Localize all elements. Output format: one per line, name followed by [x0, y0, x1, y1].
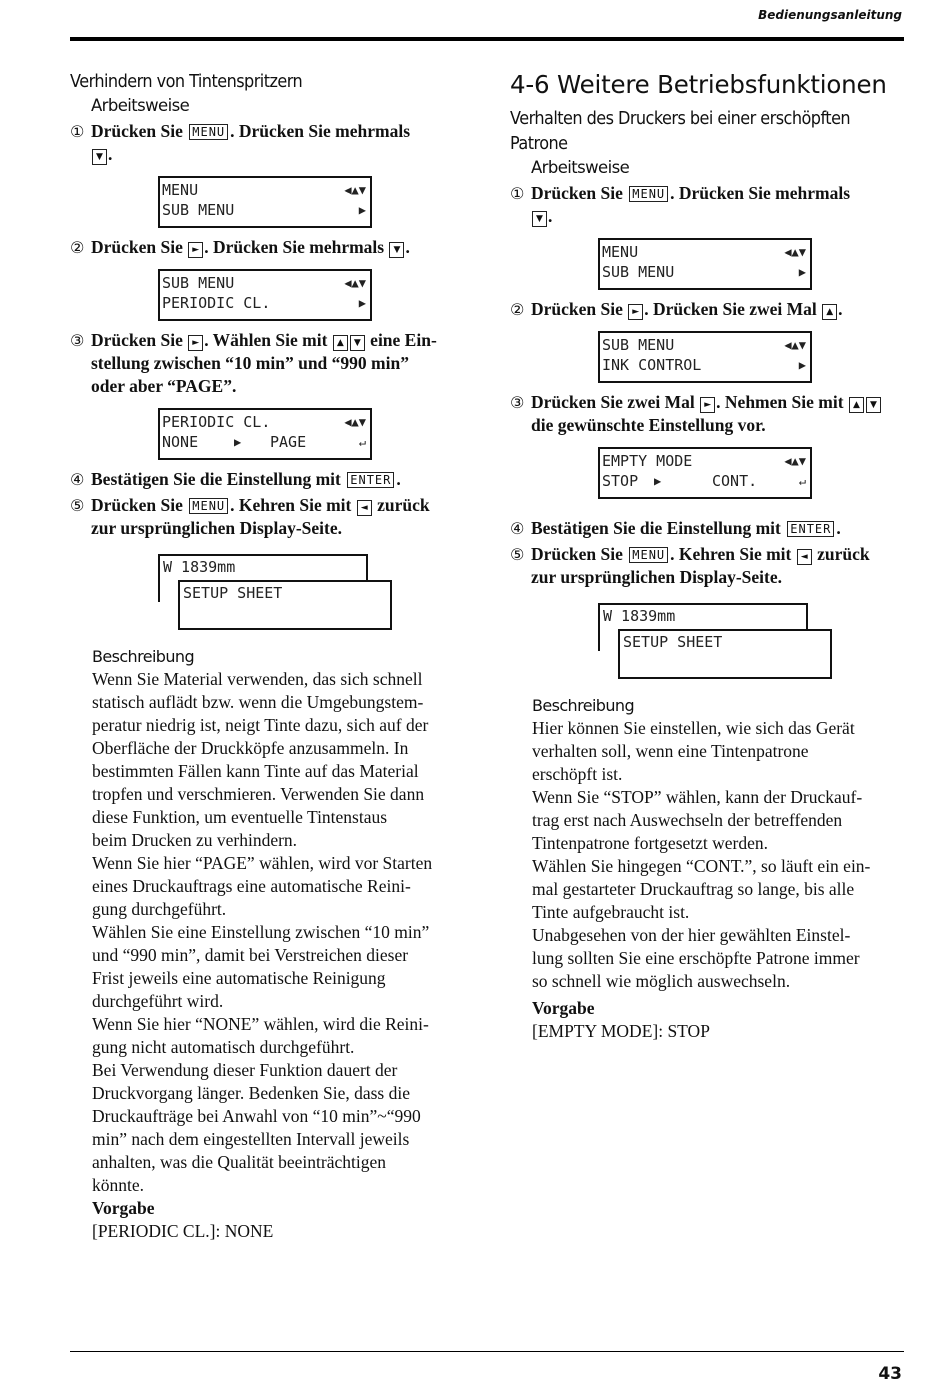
step-text: zur ursprünglichen Display-Seite. [531, 567, 783, 587]
step-number: ⑤ [70, 496, 85, 515]
lcd-text: SUB MENU [602, 263, 675, 281]
lcd-text: MENU [602, 243, 639, 261]
step-number: ⑤ [510, 545, 525, 564]
step-1 [70, 120, 465, 166]
lcd-row [162, 293, 366, 313]
up-arrow-icon: ▲ [822, 304, 837, 320]
lcd-text: PERIODIC CL. [162, 294, 271, 312]
step-2 [70, 236, 465, 259]
menu-key: MENU [189, 124, 228, 140]
lcd-text: SUB MENU [162, 201, 235, 219]
right-arrow-icon: ► [188, 242, 203, 258]
desc-line: tropfen und verschmieren. Verwenden Sie dann [92, 784, 425, 804]
step-text: Drücken Sie zwei Mal [531, 392, 695, 412]
chapter-title: 4-6 Weitere Betriebsfunktionen [510, 70, 887, 99]
lcd-display [598, 331, 812, 383]
desc-line: Wählen Sie hingegen “CONT.”, so läuft ein ein- [532, 856, 871, 876]
lcd-text: W 1839mm [163, 558, 236, 576]
left-column [70, 70, 465, 1243]
desc-line: Wählen Sie eine Einstellung zwischen “10 min” [92, 922, 430, 942]
footer-rule [70, 1351, 904, 1352]
desc-line: Tinte aufgebraucht ist. [532, 902, 690, 922]
lcd-text: SETUP SHEET [623, 633, 723, 651]
lcd-text: NONE [162, 433, 199, 451]
left-right-updown-icon: ◀▲▼ [784, 338, 806, 352]
step-text: . [838, 299, 843, 319]
step-text: Drücken Sie [91, 330, 183, 350]
lcd-text: SUB MENU [162, 274, 235, 292]
up-arrow-icon: ▲ [333, 335, 348, 351]
desc-line: Wenn Sie “STOP” wählen, kann der Druckauf- [532, 787, 863, 807]
enter-icon: ↵ [358, 435, 366, 449]
desc-line: Hier können Sie einstellen, wie sich das Gerät [532, 718, 855, 738]
step-text: . Nehmen Sie mit [716, 392, 844, 412]
step-text: . [108, 144, 113, 164]
desc-line: Frist jeweils eine automatische Reinigung [92, 968, 386, 988]
step-number: ② [510, 300, 525, 319]
enter-icon: ↵ [798, 474, 806, 488]
step-number: ④ [70, 470, 85, 489]
desc-line: gung nicht automatisch durchgeführt. [92, 1037, 355, 1057]
display-front [618, 629, 832, 679]
description-heading: Beschreibung [532, 696, 635, 715]
down-arrow-icon: ▼ [350, 335, 365, 351]
section-title: Verhindern von Tintenspritzern [70, 72, 303, 92]
left-right-updown-icon: ◀▲▼ [784, 245, 806, 259]
step-text: eine Ein- [370, 330, 437, 350]
desc-line: erschöpft ist. [532, 764, 623, 784]
desc-line: Oberfläche der Druckköpfe anzusammeln. In [92, 738, 409, 758]
step-text: Drücken Sie [531, 183, 623, 203]
lcd-text: MENU [162, 181, 199, 199]
desc-line: peratur niedrig ist, neigt Tinte dazu, sich auf der [92, 715, 429, 735]
step-5 [70, 494, 465, 540]
lcd-display [598, 238, 812, 290]
step-text: zur ursprünglichen Display-Seite. [91, 518, 343, 538]
lcd-row [602, 471, 806, 491]
lcd-display [158, 176, 372, 228]
up-arrow-icon: ▲ [849, 397, 864, 413]
description-body [70, 668, 465, 1197]
step-text: . Drücken Sie mehrmals [670, 183, 851, 203]
step-1 [510, 182, 905, 228]
description-heading: Beschreibung [92, 647, 195, 666]
lcd-display [158, 408, 372, 460]
desc-line: Bei Verwendung dieser Funktion dauert der [92, 1060, 398, 1080]
lcd-text: SUB MENU [602, 336, 675, 354]
desc-line: mal gestarteter Druckauftrag so lange, bis alle [532, 879, 855, 899]
step-number: ③ [70, 331, 85, 350]
step-text: oder aber “PAGE”. [91, 376, 237, 396]
step-number: ④ [510, 519, 525, 538]
desc-line: Unabgesehen von der hier gewählten Einstel- [532, 925, 851, 945]
left-right-updown-icon: ◀▲▼ [344, 415, 366, 429]
step-number: ① [70, 122, 85, 141]
lcd-row [162, 200, 366, 220]
desc-line: Wenn Sie Material verwenden, das sich schnell [92, 669, 423, 689]
menu-key: MENU [629, 186, 668, 202]
desc-line: bestimmten Fällen kann Tinte auf das Material [92, 761, 419, 781]
desc-line: beim Drucken zu verhindern. [92, 830, 298, 850]
desc-line: Tintenpatrone fortgesetzt werden. [532, 833, 769, 853]
step-text: stellung zwischen “10 min” und “990 min” [91, 353, 409, 373]
procedure-heading: Arbeitsweise [531, 158, 630, 177]
display-pages [158, 554, 465, 636]
lcd-row [602, 451, 806, 471]
step-text: . [548, 206, 553, 226]
desc-line: eines Druckauftrags eine automatische Reini- [92, 876, 411, 896]
default-heading: Vorgabe [92, 1198, 155, 1218]
step-text: Drücken Sie [91, 121, 183, 141]
description-body [510, 717, 905, 993]
page-number: 43 [878, 1364, 902, 1384]
step-2 [510, 298, 905, 321]
left-arrow-icon: ◄ [797, 549, 812, 565]
step-text: . Drücken Sie mehrmals [204, 237, 385, 257]
step-text: die gewünschte Einstellung vor. [531, 415, 766, 435]
lcd-text: INK CONTROL [602, 356, 702, 374]
desc-line: statisch auflädt bzw. wenn die Umgebungstem- [92, 692, 424, 712]
running-header: Bedienungsanleitung [758, 8, 902, 22]
step-5 [510, 543, 905, 589]
step-text: Bestätigen Sie die Einstellung mit [531, 518, 781, 538]
desc-line: diese Funktion, um eventuelle Tintenstaus [92, 807, 388, 827]
desc-line: gung durchgeführt. [92, 899, 227, 919]
step-text: . Wählen Sie mit [204, 330, 328, 350]
left-right-updown-icon: ◀▲▼ [784, 454, 806, 468]
lcd-text: PERIODIC CL. [162, 413, 271, 431]
desc-line: so schnell wie möglich auswechseln. [532, 971, 791, 991]
enter-key: ENTER [347, 472, 394, 488]
step-text: . Kehren Sie mit [670, 544, 792, 564]
lcd-row [602, 242, 806, 262]
right-arrow-icon: ▶ [358, 203, 366, 217]
left-arrow-icon: ◄ [357, 500, 372, 516]
step-text: Bestätigen Sie die Einstellung mit [91, 469, 341, 489]
desc-line: könnte. [92, 1175, 145, 1195]
lcd-display [598, 447, 812, 499]
lcd-text: STOP [602, 472, 639, 490]
step-text: . [836, 518, 841, 538]
right-arrow-icon: ▶ [358, 296, 366, 310]
step-text: . Drücken Sie mehrmals [230, 121, 411, 141]
enter-key: ENTER [787, 521, 834, 537]
menu-key: MENU [629, 547, 668, 563]
step-text: Drücken Sie [531, 299, 623, 319]
lcd-row [602, 335, 806, 355]
right-arrow-icon: ▶ [234, 435, 242, 449]
desc-line: min” nach dem eingestellten Intervall jeweils [92, 1129, 410, 1149]
lcd-text: CONT. [712, 472, 758, 490]
step-text: zurück [377, 495, 430, 515]
step-3 [70, 329, 465, 398]
down-arrow-icon: ▼ [532, 211, 547, 227]
right-arrow-icon: ▶ [798, 358, 806, 372]
step-4 [70, 468, 465, 491]
step-text: Drücken Sie [531, 544, 623, 564]
right-arrow-icon: ▶ [654, 474, 662, 488]
desc-line: und “990 min”, damit bei Verstreichen dieser [92, 945, 409, 965]
right-arrow-icon: ► [188, 335, 203, 351]
down-arrow-icon: ▼ [389, 242, 404, 258]
lcd-row [602, 262, 806, 282]
step-text: . Drücken Sie zwei Mal [644, 299, 817, 319]
section-title-line2: Patrone [510, 134, 568, 154]
step-number: ② [70, 238, 85, 257]
lcd-text: PAGE [270, 433, 307, 451]
lcd-row [602, 355, 806, 375]
default-value: [EMPTY MODE]: STOP [532, 1021, 710, 1041]
desc-line: durchgeführt wird. [92, 991, 224, 1011]
step-text: . [405, 237, 410, 257]
lcd-row [162, 273, 366, 293]
desc-line: lung sollten Sie eine erschöpfte Patrone immer [532, 948, 860, 968]
right-arrow-icon: ▶ [798, 265, 806, 279]
lcd-display [158, 269, 372, 321]
display-pages [598, 603, 905, 685]
down-arrow-icon: ▼ [866, 397, 881, 413]
desc-line: verhalten soll, wenn eine Tintenpatrone [532, 741, 809, 761]
step-text: . [396, 469, 401, 489]
lcd-text: SETUP SHEET [183, 584, 283, 602]
step-text: zurück [817, 544, 870, 564]
default-heading: Vorgabe [532, 998, 595, 1018]
display-front [178, 580, 392, 630]
lcd-row [162, 412, 366, 432]
desc-line: Druckvorgang länger. Bedenken Sie, dass die [92, 1083, 410, 1103]
default-value: [PERIODIC CL.]: NONE [92, 1221, 274, 1241]
step-number: ③ [510, 393, 525, 412]
step-number: ① [510, 184, 525, 203]
step-text: . Kehren Sie mit [230, 495, 352, 515]
step-text: Drücken Sie [91, 495, 183, 515]
right-column [510, 70, 905, 1043]
step-4 [510, 517, 905, 540]
lcd-row [162, 432, 366, 452]
right-arrow-icon: ► [700, 397, 715, 413]
desc-line: trag erst nach Auswechseln der betreffenden [532, 810, 843, 830]
menu-key: MENU [189, 498, 228, 514]
lcd-row [162, 180, 366, 200]
section-title-line1: Verhalten des Druckers bei einer erschöpften [510, 109, 851, 129]
left-right-updown-icon: ◀▲▼ [344, 183, 366, 197]
left-right-updown-icon: ◀▲▼ [344, 276, 366, 290]
desc-line: Wenn Sie hier “NONE” wählen, wird die Reini- [92, 1014, 429, 1034]
procedure-heading: Arbeitsweise [91, 96, 190, 115]
desc-line: anhalten, was die Qualität beeinträchtigen [92, 1152, 386, 1172]
desc-line: Druckaufträge bei Anwahl von “10 min”~“990 [92, 1106, 421, 1126]
desc-line: Wenn Sie hier “PAGE” wählen, wird vor Starten [92, 853, 433, 873]
step-3 [510, 391, 905, 437]
step-text: Drücken Sie [91, 237, 183, 257]
right-arrow-icon: ► [628, 304, 643, 320]
lcd-text: EMPTY MODE [602, 452, 693, 470]
lcd-text: W 1839mm [603, 607, 676, 625]
header-rule [70, 37, 904, 41]
down-arrow-icon: ▼ [92, 149, 107, 165]
